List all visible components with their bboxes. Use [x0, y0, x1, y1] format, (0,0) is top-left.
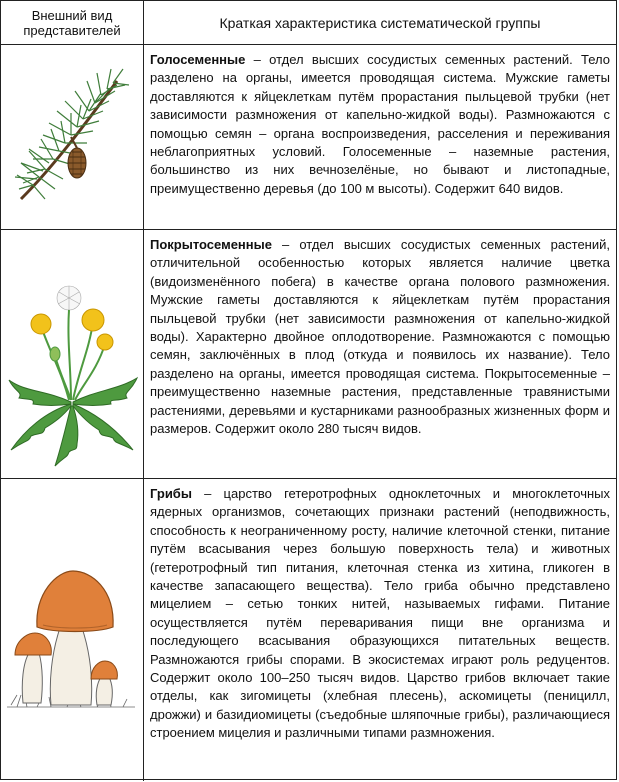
group-name: Покрытосеменные: [150, 237, 272, 252]
description-cell: [150, 51, 610, 198]
table-row-angiosperms: [1, 230, 616, 479]
image-cell: [1, 230, 144, 478]
description-cell: [150, 485, 610, 743]
image-cell: [1, 45, 144, 229]
table-header: [1, 1, 616, 45]
pine-branch-icon: [13, 67, 133, 207]
group-name: Голосеменные: [150, 52, 246, 67]
header-appearance: [1, 1, 144, 44]
table-row-gymnosperms: [1, 45, 616, 230]
group-description: – царство гетеротрофных одноклеточных и многоклеточных ядерных организмов, сочетающих признаки растений (неподвижность, способность к неограниченному росту, наличие клеточной стенки, питание путём всасывания через большую поверхность тела) и животных (гетеротрофный тип питания, клеточная стенка из хитина, гликоген в качестве запасающего вещества). Тело гриба обычно представлено мицелием – сетью тонких нитей, называемых гифами. Питание осуществляется путём переваривания пищи вне организма и последующего всасывания образующихся питательных веществ. Размножаются грибы спорами. В экосистемах играют роль редуцентов. Содержит около 100–250 тысяч видов. Царство грибов включает такие отделы, как зигомицеты (хлебная плесень), аскомицеты (пеницилл, дрожжи) и базидиомицеты (съедобные шляпочные грибы), различающиеся строением мицелия и различными типами размножения.: [150, 486, 610, 741]
image-cell: [1, 479, 144, 781]
group-description: – отдел высших сосудистых семенных растений, отличительной особенностью которых является наличие цветка (видоизменённого побега) в качестве органа полового размножения. Мужские гаметы доставляются к яйцеклеткам путём прорастания пыльцевой трубки (нет зависимости размножения от капельно-жидкой воды). Характерно двойное оплодотворение. Размножаются с помощью семян, заключённых в плод (откуда и появилось их название). Тело разделено на органы, имеется проводящая система. Покрытосеменные – преимущественно наземные растения, представленные травянистыми растениями, деревьями и кустарниками разнообразных жизненных форм и размеров. Содержит около 280 тысяч видов.: [150, 237, 610, 437]
group-name: Грибы: [150, 486, 192, 501]
header-col1-line1: Внешний вид: [31, 7, 113, 23]
header-col1-line2: представителей: [23, 22, 121, 38]
description-cell: [150, 236, 610, 438]
header-description: Краткая характеристика систематической группы: [219, 14, 541, 31]
small-mushroom-left: [15, 633, 51, 703]
mushroom-icon: [7, 563, 137, 713]
small-mushroom-right: [91, 661, 117, 705]
pine-cone: [68, 148, 86, 178]
table-row-fungi: [1, 479, 616, 781]
group-description: – отдел высших сосудистых семенных растений. Тело разделено на органы, имеется проводящая система. Мужские гаметы доставляются к яйцеклеткам путём прорастания пыльцевой трубки (нет зависимости размножения от капельно-жидкой воды). Размножаются с помощью семян – органа воспроизведения, расселения и переживания неблагоприятных условий. Голосеменные – наземные растения, большинство из них вечнозелёные, но бывают и листопадные, преимущественно деревья (до 100 м высоты). Содержит 640 видов.: [150, 52, 610, 196]
dandelion-icon: [5, 280, 141, 470]
